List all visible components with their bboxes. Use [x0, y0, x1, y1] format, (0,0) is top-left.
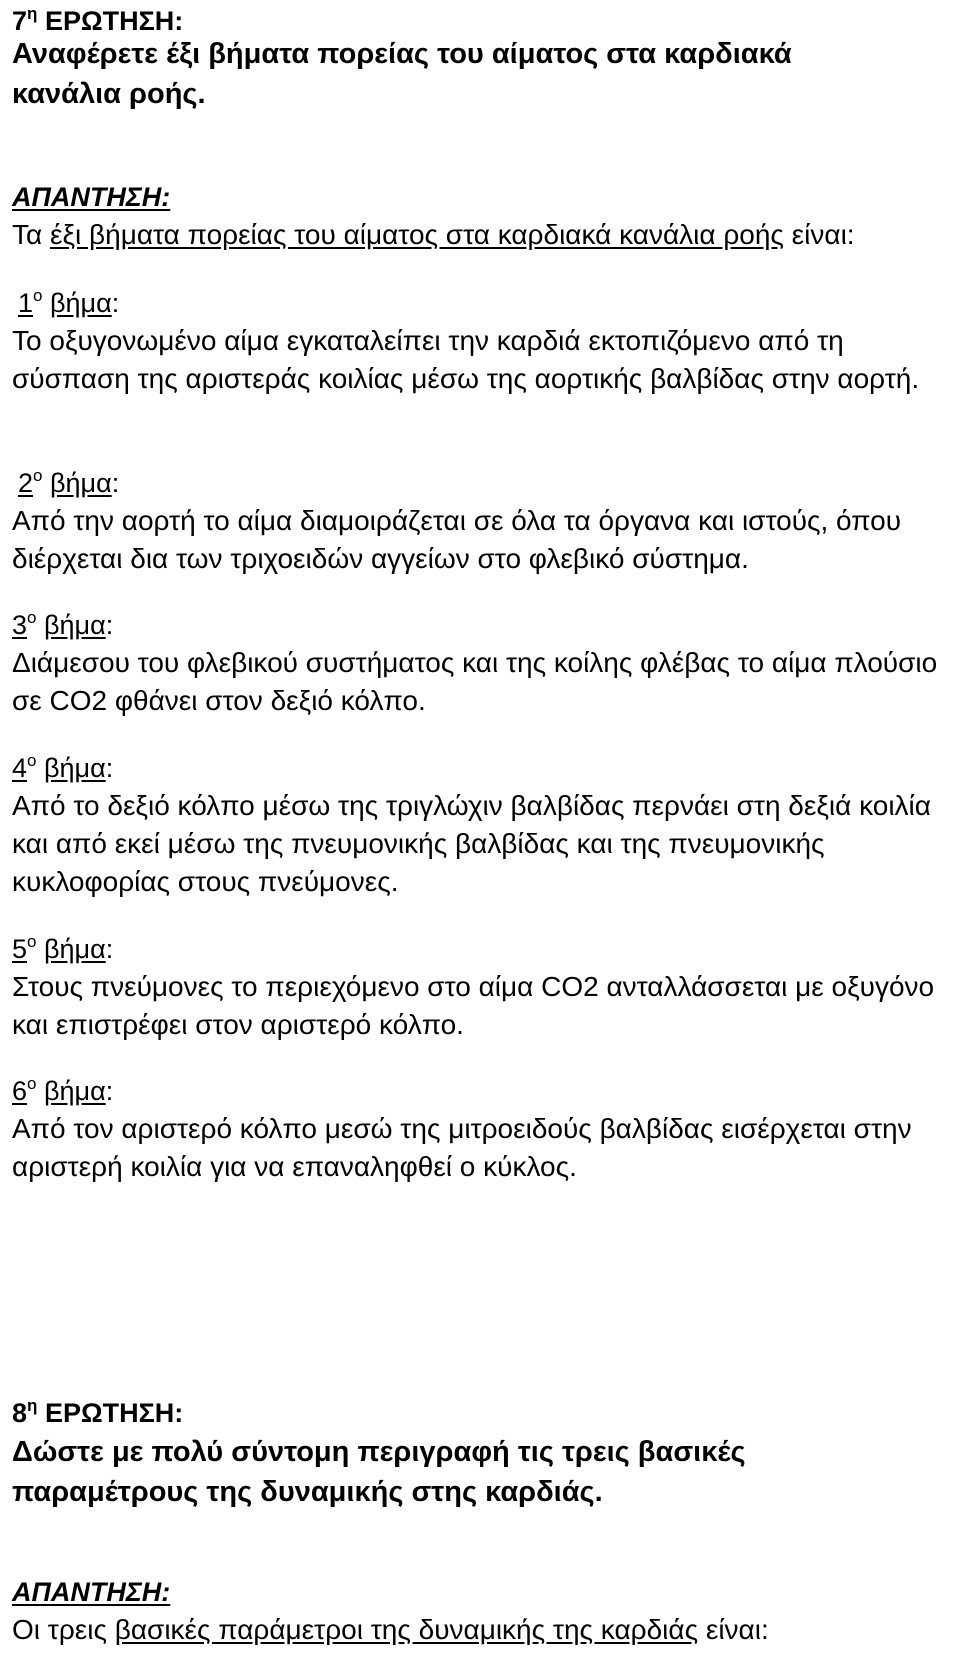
question-number: 7 [12, 6, 28, 36]
answer-7-intro-underlined: έξι βήματα πορείας του αίματος στα καρδιακά κανάλια ροής [50, 219, 784, 250]
answer-7-intro [12, 216, 954, 254]
question-number-superscript: η [27, 4, 38, 23]
step-word: βήμα [50, 468, 112, 498]
step-number: 1 [18, 288, 34, 318]
step-word: βήμα [44, 610, 106, 640]
answer-8-intro [12, 1611, 954, 1649]
question-number-superscript: η [27, 1396, 38, 1415]
step-number: 6 [12, 1076, 28, 1106]
step-1-label [18, 286, 954, 320]
step-6-text: Από τον αριστερό κόλπο μεσώ της μιτροειδούς βαλβίδας εισέρχεται στην αριστερή κοιλία για να επαναληφθεί ο κύκλος. [12, 1113, 912, 1182]
step-number: 4 [12, 753, 28, 783]
step-colon: : [111, 468, 120, 498]
step-6-label [12, 1074, 954, 1108]
step-superscript: ο [33, 466, 43, 485]
step-number: 3 [12, 610, 28, 640]
step-word: βήμα [44, 1076, 106, 1106]
step-superscript: ο [33, 286, 43, 305]
step-3-text: Διάμεσου του φλεβικού συστήματος και της κοίλης φλέβας το αίμα πλούσιο σε CO2 φθάνει στον δεξιό κόλπο. [12, 647, 938, 716]
step-number: 2 [18, 468, 34, 498]
step-superscript: ο [27, 751, 37, 770]
step-1-text: Το οξυγονωμένο αίμα εγκαταλείπει την καρδιά εκτοπιζόμενο από τη σύσπαση της αριστεράς κοιλίας μέσω της αορτικής βαλβίδας στην αορτή. [12, 325, 920, 394]
answer-7-intro-suffix: είναι: [783, 219, 855, 250]
step-5-text: Στους πνεύμονες το περιεχόμενο στο αίμα CO2 ανταλλάσσεται με οξυγόνο και επιστρέφει στον αριστερό κόλπο. [12, 971, 935, 1040]
step-5-label [12, 932, 954, 966]
question-7-heading [12, 4, 954, 38]
question-8-heading [12, 1396, 954, 1430]
step-colon: : [111, 288, 120, 318]
step-3-label [12, 608, 954, 642]
answer-8-heading: ΑΠΑΝΤΗΣΗ: [12, 1577, 171, 1607]
answer-8-intro-underlined: βασικές παράμετροι της δυναμικής της καρδιάς [114, 1614, 699, 1645]
question-label: ΕΡΩΤΗΣΗ: [44, 6, 184, 36]
step-superscript: ο [27, 932, 37, 951]
step-colon: : [105, 610, 114, 640]
answer-7-intro-prefix: Τα [12, 219, 50, 250]
step-superscript: ο [27, 1074, 37, 1093]
question-number: 8 [12, 1398, 28, 1428]
question-8-text: Δώστε με πολύ σύντομη περιγραφή τις τρεις βασικές παραμέτρους της δυναμικής στης καρδιάς. [12, 1436, 746, 1508]
step-word: βήμα [44, 934, 106, 964]
step-2-label [18, 466, 954, 500]
step-superscript: ο [27, 608, 37, 627]
question-label: ΕΡΩΤΗΣΗ: [44, 1398, 184, 1428]
answer-7-heading: ΑΠΑΝΤΗΣΗ: [12, 182, 171, 212]
answer-8-intro-suffix: είναι: [698, 1614, 769, 1645]
step-number: 5 [12, 934, 28, 964]
step-colon: : [105, 1076, 114, 1106]
step-colon: : [105, 934, 114, 964]
step-word: βήμα [44, 753, 106, 783]
step-word: βήμα [50, 288, 112, 318]
step-colon: : [105, 753, 114, 783]
question-7-text: Αναφέρετε έξι βήματα πορείας του αίματος στα καρδιακά κανάλια ροής. [12, 38, 792, 110]
step-4-label [12, 751, 954, 785]
step-4-text: Από το δεξιό κόλπο μέσω της τριγλώχιν βαλβίδας περνάει στη δεξιά κοιλία και από εκεί μέσω της πνευμονικής βαλβίδας και της πνευμονικής κυκλοφορίας στους πνεύμονες. [12, 790, 931, 897]
answer-8-intro-prefix: Οι τρεις [12, 1614, 115, 1645]
step-2-text: Από την αορτή το αίμα διαμοιράζεται σε όλα τα όργανα και ιστούς, όπου διέρχεται δια των τριχοειδών αγγείων στο φλεβικό σύστημα. [12, 505, 902, 574]
